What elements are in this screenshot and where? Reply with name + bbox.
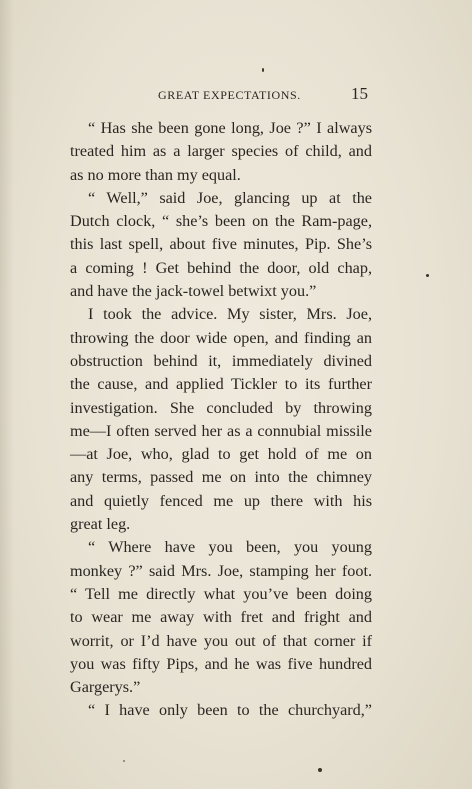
gutter-shadow — [0, 0, 14, 789]
text-line: any terms, passed me on into the chimney — [70, 468, 372, 487]
text-line: worrit, or I’d have you out of that corner if — [70, 631, 372, 650]
text-line: I took the advice. My sister, Mrs. Joe, — [88, 305, 372, 324]
text-line: to wear me away with fret and fright and — [70, 608, 372, 627]
text-line: this last spell, about five minutes, Pip. She’s — [70, 235, 372, 254]
text-line: “ Where have you been, you young — [88, 538, 372, 557]
text-line: great leg. — [70, 515, 131, 534]
text-line: investigation. She concluded by throwing — [70, 398, 372, 417]
text-line: the cause, and applied Tickler to its further — [70, 375, 372, 394]
text-line: as no more than my equal. — [70, 165, 241, 184]
text-line: and quietly fenced me up there with his — [70, 491, 372, 510]
text-line: throwing the door wide open, and finding an — [70, 328, 372, 347]
text-line: monkey ?” said Mrs. Joe, stamping her foot. — [70, 561, 372, 580]
text-line: treated him as a larger species of child, and — [70, 142, 372, 161]
text-line: “ I have only been to the churchyard,” — [88, 701, 372, 720]
text-line: and have the jack-towel betwixt you.” — [70, 282, 317, 301]
text-line: “ Tell me directly what you’ve been doing — [70, 584, 372, 603]
text-line: me—I often served her as a connubial missile — [70, 421, 372, 440]
paper-speck — [262, 68, 264, 72]
running-head — [70, 84, 370, 106]
paper-speck — [123, 760, 125, 762]
text-line: Dutch clock, “ she’s been on the Ram-page, — [70, 212, 372, 231]
text-line: “ Has she been gone long, Joe ?” I always — [88, 119, 372, 137]
page-number: 15 — [351, 84, 368, 103]
text-line: a coming ! Get behind the door, old chap, — [70, 258, 372, 277]
text-line: obstruction behind it, immediately divined — [70, 351, 372, 370]
body-text — [70, 117, 372, 723]
text-line: “ Well,” said Joe, glancing up at the — [88, 188, 372, 207]
text-line: you was fifty Pips, and he was five hundred — [70, 654, 372, 673]
paper-speck — [318, 768, 322, 772]
text-line: Gargerys.” — [70, 678, 141, 697]
text-line: —at Joe, who, glad to get hold of me on — [70, 445, 372, 464]
running-head-title: GREAT EXPECTATIONS. — [158, 88, 301, 102]
paper-speck — [426, 274, 429, 277]
